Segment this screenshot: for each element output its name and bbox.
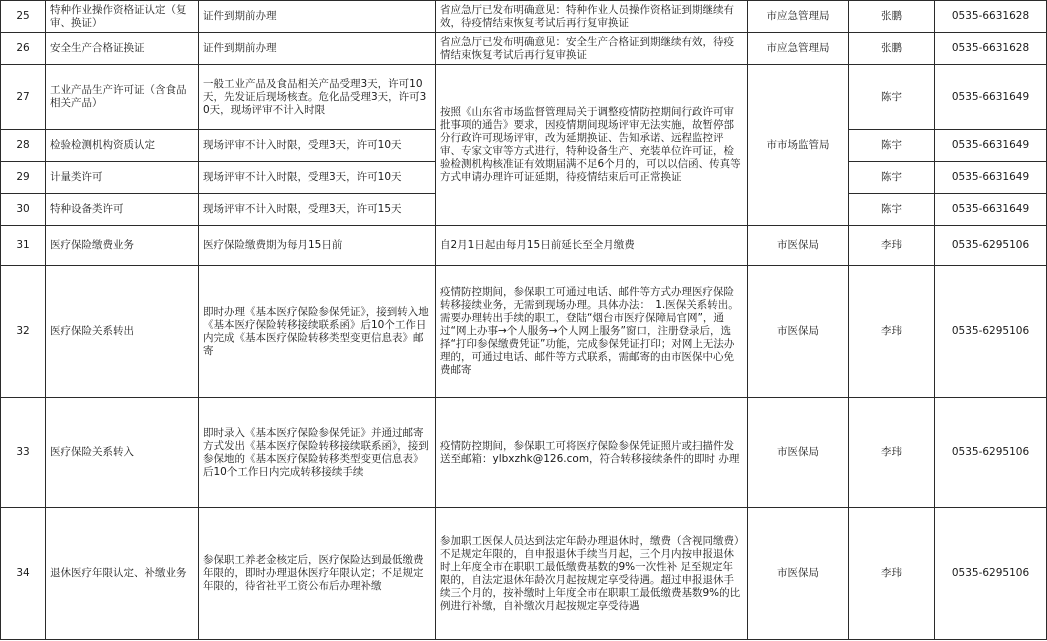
service-item: 退休医疗年限认定、补缴业务 [46,508,199,640]
deadline-text: 现场评审不计入时限，受理3天，许可10天 [199,130,436,162]
table-row [1,508,1047,640]
measure-text: 省应急厅已发布明确意见：安全生产合格证到期继续有效，待疫情结束恢复考试后再行复审换证 [436,33,748,65]
table-row [1,33,1047,65]
contact-person: 陈宇 [849,130,935,162]
phone-number: 0535-6631649 [935,194,1047,226]
contact-person: 陈宇 [849,194,935,226]
service-item: 检验检测机构资质认定 [46,130,199,162]
table-row [1,398,1047,508]
row-number: 30 [1,194,46,226]
row-number: 29 [1,162,46,194]
department: 市应急管理局 [748,1,849,33]
service-item: 特种设备类许可 [46,194,199,226]
phone-number: 0535-6631628 [935,33,1047,65]
department: 市医保局 [748,398,849,508]
row-number: 31 [1,226,46,266]
table-row [1,65,1047,130]
deadline-text: 现场评审不计入时限，受理3天，许可10天 [199,162,436,194]
department: 市应急管理局 [748,33,849,65]
phone-number: 0535-6631649 [935,162,1047,194]
contact-person: 李玮 [849,508,935,640]
contact-person: 李玮 [849,226,935,266]
measure-text: 疫情防控期间，参保职工可通过电话、邮件等方式办理医疗保险转移接续业务，无需到现场办理。具体办法： 1.医保关系转出。需要办理转出手续的职工，登陆“烟台市医疗保障局官网”，通过“网上办事→个人服务→个人网上服务”窗口，注册登录后，选择“打印参保缴费凭证”功能，完成参保凭证打印；对网上无法办理的，可通过电话、邮件等方式联系，需邮寄的由市医保中心免费邮寄 [436,266,748,398]
measure-text: 省应急厅已发布明确意见：特种作业人员操作资格证到期继续有效，待疫情结束恢复考试后再行复审换证 [436,1,748,33]
service-item: 医疗保险缴费业务 [46,226,199,266]
phone-number: 0535-6295106 [935,266,1047,398]
measure-text-shared: 按照《山东省市场监督管理局关于调整疫情防控期间行政许可审批事项的通告》要求，因疫情期间现场评审无法实施，故暂停部分行政许可现场评审，改为延期换证、告知承诺、远程监控评审、专家文审等方式进行，特种设备生产、充装单位许可证，检验检测机构核准证有效期届满不足6个月的，可以以信函、传真等方式申请办理许可证延期，待疫情结束后可正常换证 [436,65,748,226]
phone-number: 0535-6295106 [935,508,1047,640]
service-item: 计量类许可 [46,162,199,194]
measure-text: 自2月1日起由每月15日前延长至全月缴费 [436,226,748,266]
row-number: 25 [1,1,46,33]
contact-person: 陈宇 [849,65,935,130]
phone-number: 0535-6295106 [935,398,1047,508]
contact-person: 李玮 [849,266,935,398]
table-row [1,226,1047,266]
service-item: 特种作业操作资格证认定（复审、换证） [46,1,199,33]
contact-person: 李玮 [849,398,935,508]
row-number: 28 [1,130,46,162]
row-number: 32 [1,266,46,398]
row-number: 26 [1,33,46,65]
contact-person: 张鹏 [849,33,935,65]
service-item: 工业产品生产许可证（含食品相关产品） [46,65,199,130]
deadline-text: 即时办理《基本医疗保险参保凭证》，接到转入地《基本医疗保险转移接续联系函》后10个工作日内完成《基本医疗保险转移类型变更信息表》邮寄 [199,266,436,398]
phone-number: 0535-6295106 [935,226,1047,266]
row-number: 27 [1,65,46,130]
row-number: 34 [1,508,46,640]
department: 市医保局 [748,266,849,398]
table-row [1,1,1047,33]
department: 市医保局 [748,226,849,266]
deadline-text: 证件到期前办理 [199,1,436,33]
deadline-text: 即时录入《基本医疗保险参保凭证》并通过邮寄方式发出《基本医疗保险转移接续联系函》，接到参保地的《基本医疗保险转移类型变更信息表》后10个工作日内完成转移接续手续 [199,398,436,508]
department: 市医保局 [748,508,849,640]
measure-text: 疫情防控期间，参保职工可将医疗保险参保凭证照片或扫描件发送至邮箱：ylbxzhk@126.com，符合转移接续条件的即时 办理 [436,398,748,508]
phone-number: 0535-6631628 [935,1,1047,33]
measure-text: 参加职工医保人员达到法定年龄办理退休时，缴费（含视同缴费）不足规定年限的，自申报退休手续当月起，三个月内按申报退休时上年度全市在职职工最低缴费基数的9%一次性补 足至规定年限的，自法定退休年龄次月起按规定享受待遇。超过申报退休手续三个月的，按补缴时上年度全市在职职工最低缴费基数9%的比例进行补缴，自补缴次月起按规定享受待遇 [436,508,748,640]
service-item: 医疗保险关系转出 [46,266,199,398]
deadline-text: 证件到期前办理 [199,33,436,65]
deadline-text: 一般工业产品及食品相关产品受理3天，许可10天，先发证后现场核查。危化品受理3天，许可30天，现场评审不计入时限 [199,65,436,130]
deadline-text: 现场评审不计入时限，受理3天，许可15天 [199,194,436,226]
deadline-text: 医疗保险缴费期为每月15日前 [199,226,436,266]
contact-person: 张鹏 [849,1,935,33]
phone-number: 0535-6631649 [935,65,1047,130]
department-shared: 市市场监管局 [748,65,849,226]
deadline-text: 参保职工养老金核定后，医疗保险达到最低缴费年限的，即时办理退休医疗年限认定；不足规定年限的，待省社平工资公布后办理补缴 [199,508,436,640]
service-item: 医疗保险关系转入 [46,398,199,508]
table-row [1,266,1047,398]
phone-number: 0535-6631649 [935,130,1047,162]
contact-person: 陈宇 [849,162,935,194]
service-item: 安全生产合格证换证 [46,33,199,65]
row-number: 33 [1,398,46,508]
